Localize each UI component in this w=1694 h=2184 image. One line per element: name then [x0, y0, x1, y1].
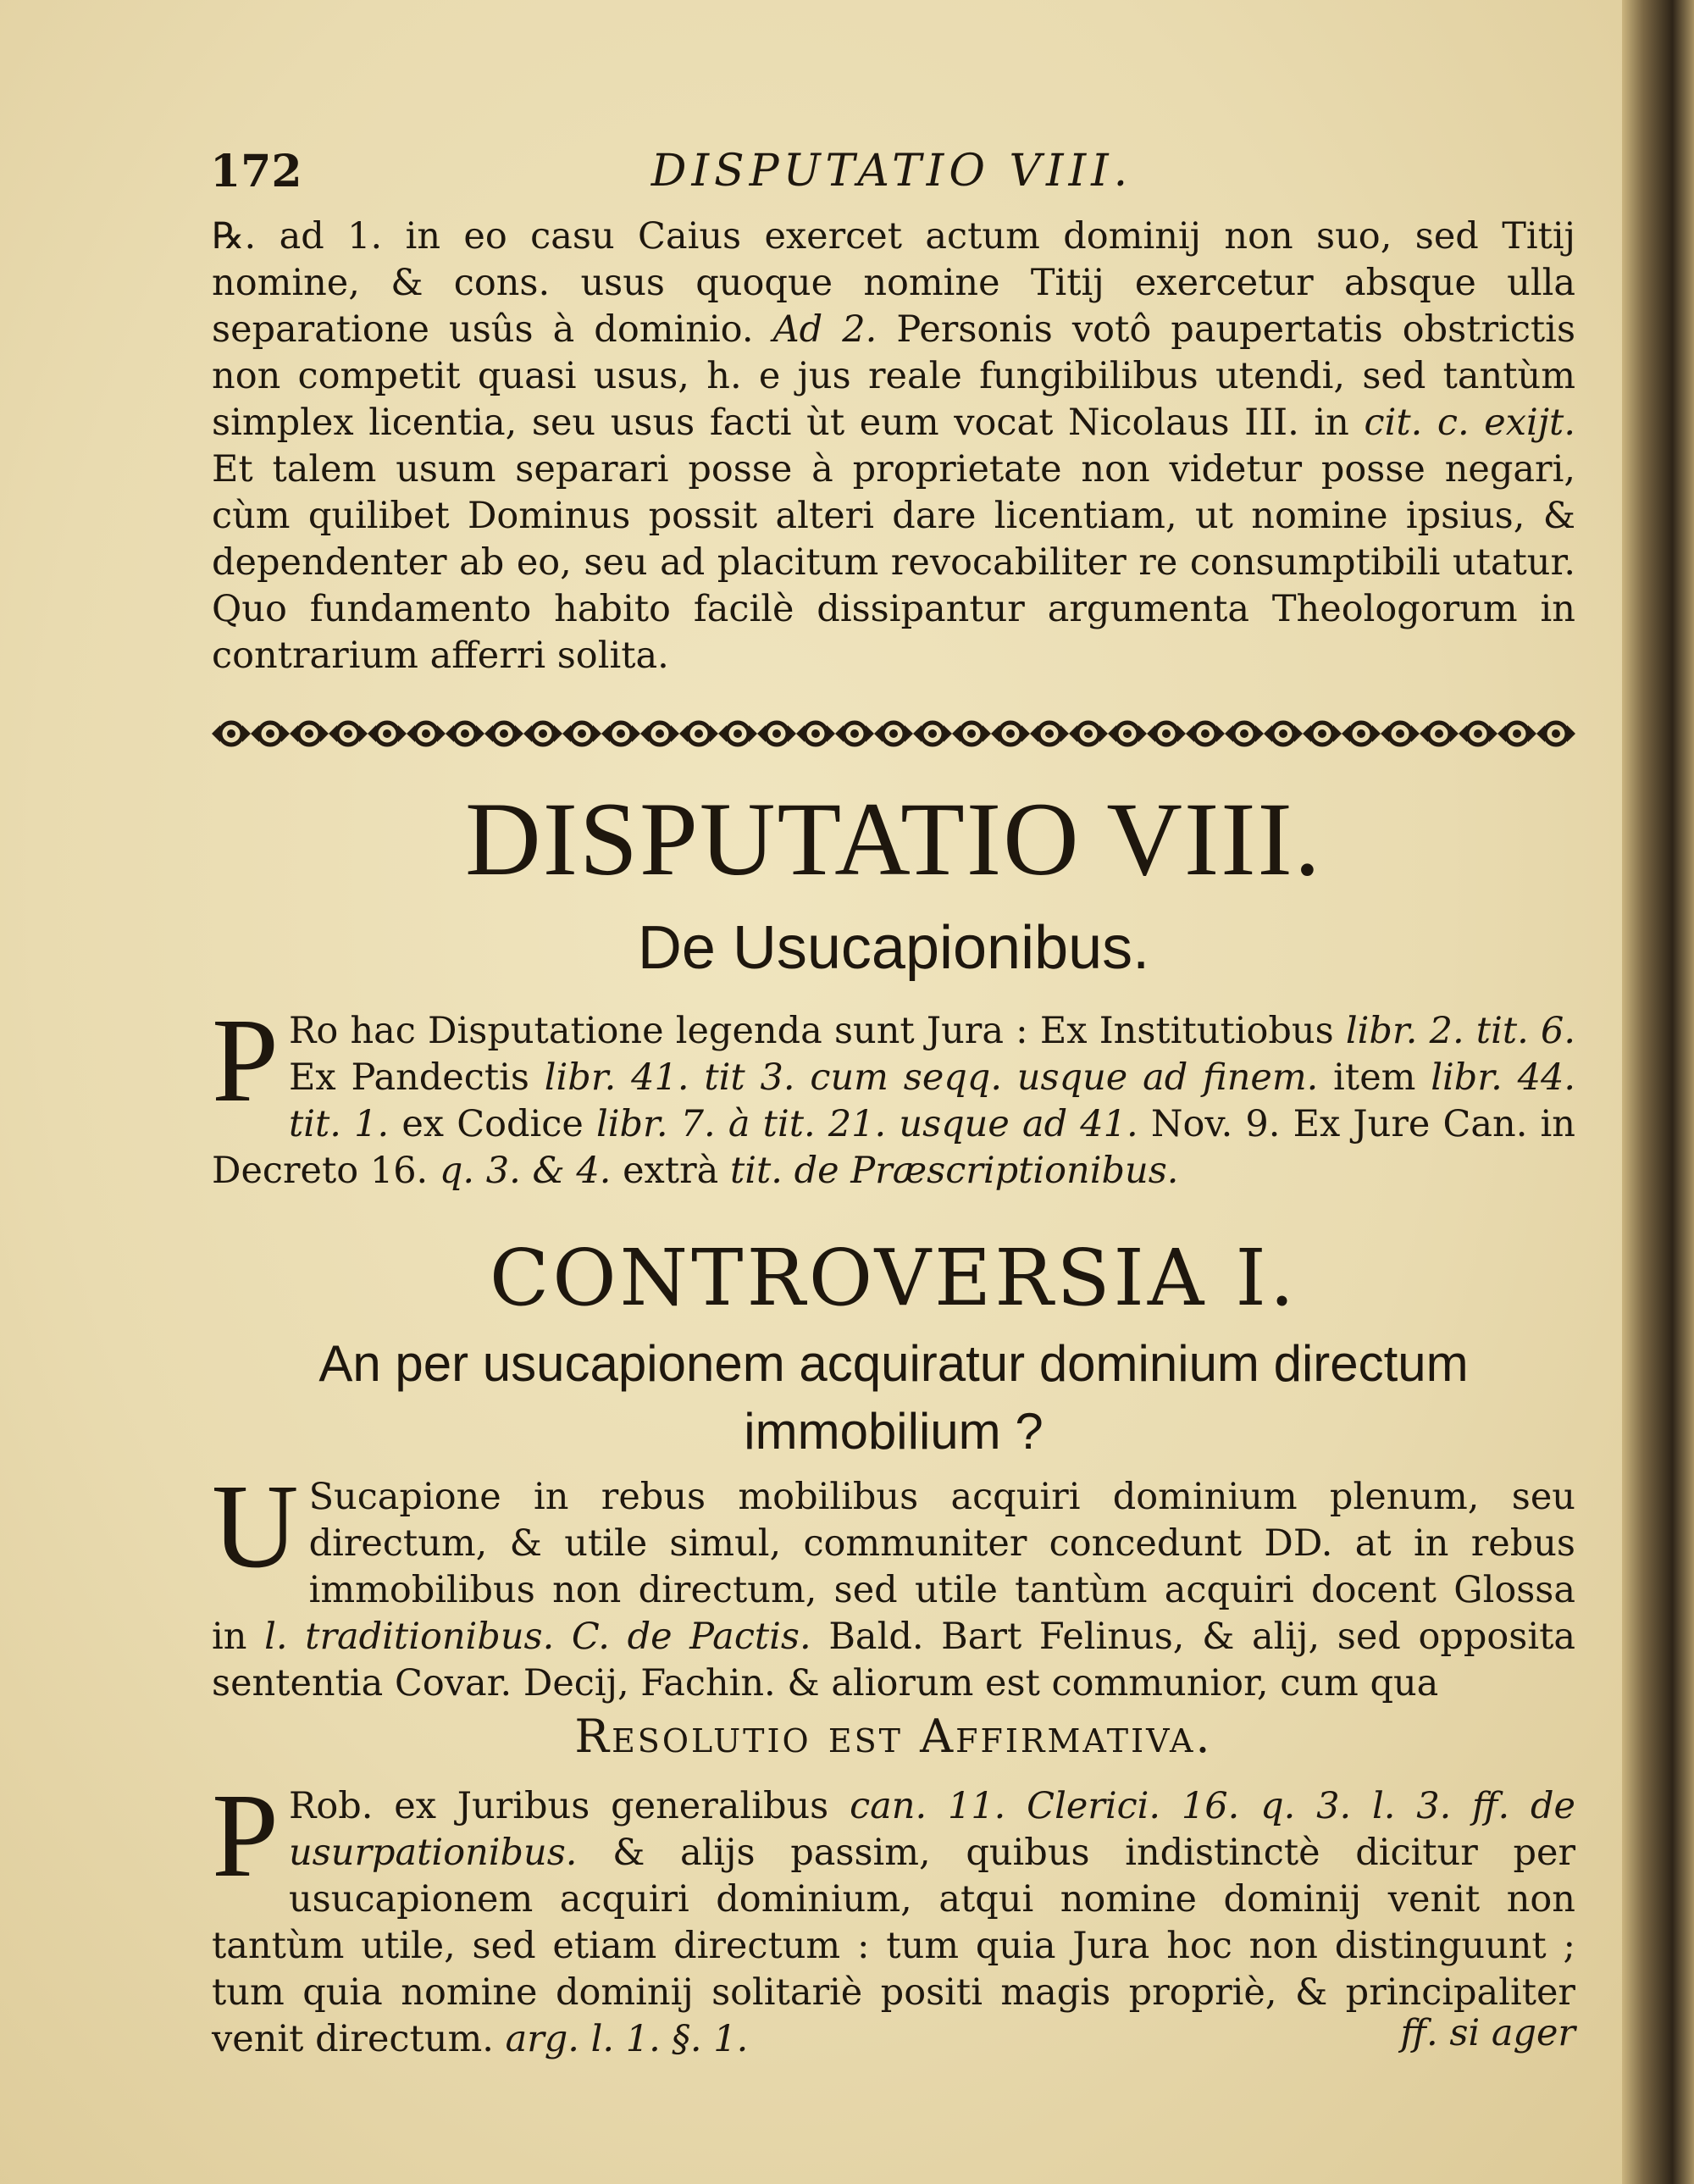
body-paragraph — [212, 1459, 1576, 1707]
book-spine — [1622, 0, 1694, 2184]
continuation-text: ℞. ad 1. in eo casu Caius exercet actum dominij non suo, sed Titij nomine, & cons. usus quoque nomine Titij exercetur absque ulla separatione usûs à dominio. — [212, 215, 1575, 351]
proof-ref: can. 11. Clerici. 16. q. 3. l. 3. ff. de usurpationibus. — [288, 1785, 1575, 1874]
controversia-question: An per usucapionem acquiratur dominium directum immobilium ? — [318, 1335, 1469, 1460]
ornament-icon — [212, 716, 1575, 751]
intro-dropcap: P — [212, 993, 279, 1127]
body-dropcap: U — [212, 1459, 299, 1593]
intro-ref-1: libr. 2. tit. 6. — [1345, 1010, 1575, 1052]
body-text: Sucapione in rebus mobilibus acquiri dominium plenum, seu directum, & utile simul, communiter concedunt DD. at in rebus immobilibus non directum, sed utile tantùm acquiri docent Glossa in — [212, 1476, 1575, 1658]
intro-text-3: item — [1333, 1056, 1416, 1099]
proof-ref-2: arg. l. 1. §. 1. — [505, 2018, 749, 2060]
page-number: 172 — [210, 146, 302, 197]
intro-text-2: Ex Pandectis — [288, 1056, 529, 1099]
intro-text: Ro hac Disputatione legenda sunt Jura : Ex Institutiobus — [288, 1010, 1334, 1052]
intro-ref-4: libr. 7. à tit. 21. usque ad 41. — [595, 1103, 1138, 1145]
intro-ref-2: libr. 41. tit 3. cum seqq. usque ad finem. — [544, 1056, 1319, 1099]
proof-dropcap: P — [212, 1768, 279, 1902]
catchword: ff. si ager — [1400, 2012, 1575, 2054]
continuation-text-2: Personis votô paupertatis obstrictis non competit quasi usus, h. e jus reale fungibilibus utendi, sed tantùm simplex licentia, seu usus facti ùt eum vocat Nicolaus III. in — [212, 308, 1576, 444]
intro-ref-5: q. 3. & 4. — [439, 1150, 612, 1192]
controversia-title: CONTROVERSIA I. — [489, 1233, 1298, 1323]
intro-ref-6: tit. de Præscriptionibus. — [729, 1150, 1179, 1192]
running-head: DISPUTATIO VIII. — [650, 146, 1133, 197]
intro-ref-3: libr. 44. tit. 1. — [288, 1056, 1576, 1145]
intro-paragraph — [212, 993, 1576, 1195]
continuation-text-3: Et talem usum separari posse à proprietate non videtur posse negari, cùm quilibet Dominus possit alteri dare licentiam, ut nomine ipsius, & dependenter ab eo, seu ad placitum revocabiliter re consumptibili utatur. Quo fundamento habito facilè dissipantur argumenta Theologorum in contrarium afferri solita. — [212, 448, 1575, 677]
continuation-paragraph — [212, 213, 1575, 679]
ornament-divider — [212, 716, 1575, 751]
intro-text-6: extrà — [623, 1150, 719, 1192]
continuation-citation: cit. c. exijt. — [1364, 402, 1576, 444]
disputatio-title: DISPUTATIO VIII. — [465, 781, 1322, 897]
intro-text-5: Nov. 9. Ex Jure Can. in Decreto 16. — [212, 1103, 1576, 1192]
intro-text-4: ex Codice — [401, 1103, 584, 1145]
page-header — [210, 146, 1574, 197]
body-text-2: Bald. Bart Felinus, & alij, sed opposita sententia Covar. Decij, Fachin. & aliorum est communior, cum qua — [212, 1616, 1576, 1705]
proof-text-2: & alijs passim, quibus indistinctè dicitur per usucapionem acquiri dominium, atqui nomine dominij venit non tantùm utile, sed etiam directum : tum quia Jura hoc non distinguunt ; tum quia nomine dominij solitariè positi magis propriè, & principaliter venit directum. — [212, 1832, 1575, 2060]
ad2-label: Ad 2. — [772, 308, 877, 351]
proof-text: Rob. ex Juribus generalibus — [288, 1785, 829, 1827]
body-ref: l. traditionibus. C. de Pactis. — [264, 1616, 811, 1658]
disputatio-subtitle: De Usucapionibus. — [637, 914, 1150, 982]
resolutio-heading: Resolutio est Affirmativa. — [574, 1710, 1213, 1763]
